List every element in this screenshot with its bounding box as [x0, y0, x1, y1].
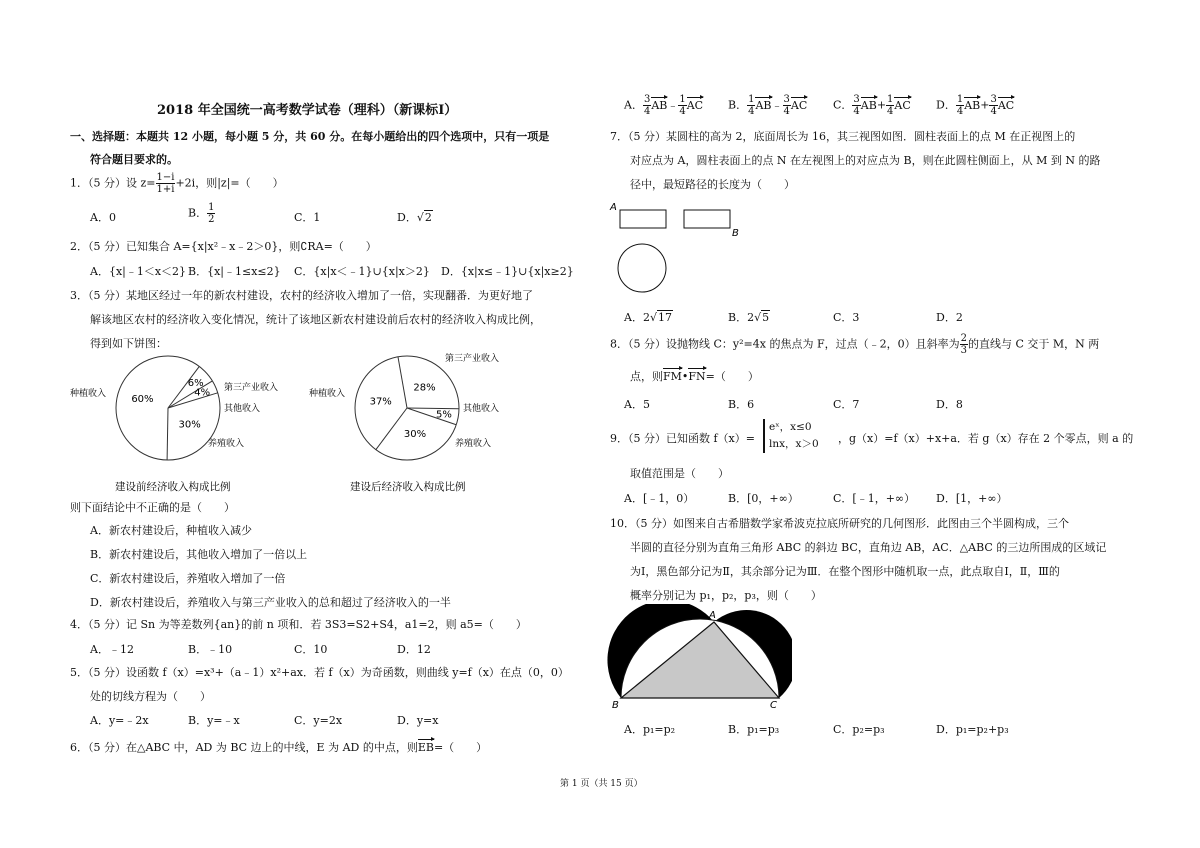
question-3-line2: 解该地区农村的经济收入变化情况，统计了该地区新农村建设前后农村的经济收入构成比例，	[90, 313, 541, 326]
q8-option-a[interactable]: A．5	[624, 398, 650, 411]
question-5-line1: 5．（5 分）设函数 f（x）=x³+（a﹣1）x²+ax．若 f（x）为奇函数，则曲线 y=f（x）在点（0，0）	[70, 666, 569, 679]
pie-charts	[60, 352, 520, 500]
section-heading-cont: 符合题目要求的。	[90, 153, 178, 166]
q3-option-b[interactable]: B．新农村建设后，其他收入增加了一倍以上	[90, 548, 308, 561]
q5-option-a[interactable]: A．y=﹣2x	[90, 714, 149, 727]
q1-option-a[interactable]: A．0	[90, 211, 116, 224]
q7-option-d[interactable]: D．2	[936, 311, 963, 324]
question-9-stem-cont: ，g（x）=f（x）+x+a．若 g（x）存在 2 个零点，则 a 的	[838, 432, 1134, 445]
page-title: 2018 年全国统一高考数学试卷（理科）（新课标Ⅰ）	[157, 103, 458, 118]
q6-option-b[interactable]: B． $\frac{1}{4}$ AB﹣ $\frac{3}{4}$ AC	[728, 94, 808, 117]
q2-option-a[interactable]: A．{x|﹣1＜x＜2}	[90, 265, 187, 278]
pie-category-label: 其他收入	[463, 404, 500, 414]
front-view-rect	[620, 210, 666, 228]
pie-title: 建设前经济收入构成比例	[115, 481, 231, 493]
q5-option-c[interactable]: C．y=2x	[294, 714, 343, 727]
q3-option-c[interactable]: C．新农村建设后，养殖收入增加了一倍	[90, 572, 286, 585]
label-a: A	[610, 202, 617, 213]
q10-option-a[interactable]: A．p₁=p₂	[624, 723, 676, 736]
top-view-circle	[618, 244, 666, 292]
pie-title: 建设后经济收入构成比例	[350, 481, 466, 493]
q3-option-d[interactable]: D．新农村建设后，养殖收入与第三产业收入的总和超过了经济收入的一半	[90, 596, 451, 609]
q7-option-c[interactable]: C．3	[833, 311, 860, 324]
pie-category-label: 种植收入	[70, 389, 107, 399]
q2-option-b[interactable]: B．{x|﹣1≤x≤2}	[188, 265, 281, 278]
q1-option-b[interactable]: B． $\frac{1}{2}$	[188, 202, 215, 225]
pie-percent-label: 30%	[403, 428, 427, 440]
q1-option-c[interactable]: C．1	[294, 211, 321, 224]
q9-option-a[interactable]: A．[﹣1，0）	[624, 492, 695, 505]
q7-option-b[interactable]: B．2√5	[728, 311, 770, 324]
piecewise-brace: eˣ，x≤0 lnx，x＞0	[763, 419, 819, 453]
pie-category-label: 养殖收入	[455, 439, 492, 449]
hippocrates-lune-figure	[606, 604, 792, 712]
three-view-diagram	[606, 198, 746, 296]
question-1-stem: 1．（5 分）设 z= $\frac{1-i}{1+i}$ +2i，则|z|=（ ）	[70, 172, 284, 195]
q6-option-c[interactable]: C． $\frac{3}{4}$ AB+ $\frac{1}{4}$ AC	[833, 94, 911, 117]
question-9-stem: 9．（5 分）已知函数 f（x）=	[610, 432, 755, 445]
question-3-line1: 3．（5 分）某地区经过一年的新农村建设，农村的经济收入增加了一倍，实现翻番．为更好地了	[70, 289, 533, 302]
question-3-line3: 得到如下饼图：	[90, 337, 167, 350]
page-footer: 第 1 页（共 15 页）	[560, 779, 643, 789]
q4-option-a[interactable]: A．﹣12	[90, 643, 134, 656]
question-7-line3: 径中，最短路径的长度为（ ）	[630, 178, 795, 191]
pie-percent-label: 6%	[187, 377, 204, 389]
q6-option-a[interactable]: A． $\frac{3}{4}$ AB﹣ $\frac{1}{4}$ AC	[624, 94, 704, 117]
q2-option-c[interactable]: C．{x|x＜﹣1}∪{x|x＞2}	[294, 265, 430, 278]
question-6-stem: 6．（5 分）在△ABC 中，AD 为 BC 边上的中线，E 为 AD 的中点，则EB=（ ）	[70, 741, 488, 754]
q4-option-d[interactable]: D．12	[397, 643, 431, 656]
question-5-line2: 处的切线方程为（ ）	[90, 690, 211, 703]
q5-option-b[interactable]: B．y=﹣x	[188, 714, 240, 727]
q10-option-d[interactable]: D．p₁=p₂+p₃	[936, 723, 1009, 736]
q4-option-b[interactable]: B．﹣10	[188, 643, 233, 656]
q2-option-d[interactable]: D．{x|x≤﹣1}∪{x|x≥2}	[441, 265, 574, 278]
question-7-line2: 对应点为 A，圆柱表面上的点 N 在左视图上的对应点为 B，则在此圆柱侧面上，从 M 到 N 的路	[630, 154, 1101, 167]
pie-category-label: 其他收入	[224, 404, 261, 414]
label-b: B	[732, 228, 739, 239]
question-8-line2: 点，则FM•FN=（ ）	[630, 370, 759, 383]
q6-option-d[interactable]: D． $\frac{1}{4}$ AB+ $\frac{3}{4}$ AC	[936, 94, 1015, 117]
vector-eb: EB	[417, 741, 434, 754]
label-b: B	[612, 700, 619, 711]
q3-option-a[interactable]: A．新农村建设后，种植收入减少	[90, 524, 252, 537]
q10-option-c[interactable]: C．p₂=p₃	[833, 723, 885, 736]
pie-category-label: 种植收入	[309, 389, 346, 399]
q8-option-b[interactable]: B．6	[728, 398, 755, 411]
section-heading: 一、选择题：本题共 12 小题，每小题 5 分，共 60 分。在每小题给出的四个选项中，只有一项是	[70, 130, 550, 143]
label-c: C	[770, 700, 777, 711]
pie-category-label: 第三产业收入	[445, 354, 500, 364]
label-a: A	[709, 610, 716, 621]
q1-option-d[interactable]: D．√2	[397, 211, 432, 224]
pie-percent-label: 30%	[178, 419, 201, 431]
question-7-line1: 7．（5 分）某圆柱的高为 2，底面周长为 16，其三视图如图．圆柱表面上的点 M 在正视图上的	[610, 130, 1076, 143]
q4-option-c[interactable]: C．10	[294, 643, 328, 656]
question-10-line3: 为Ⅰ，黑色部分记为Ⅱ，其余部分记为Ⅲ．在整个图形中随机取一点，此点取自Ⅰ，Ⅱ，Ⅲ的	[630, 565, 1060, 578]
pie-percent-label: 60%	[131, 394, 154, 406]
pie-percent-label: 37%	[369, 396, 392, 408]
q9-option-b[interactable]: B．[0，+∞）	[728, 492, 799, 505]
q5-option-d[interactable]: D．y=x	[397, 714, 439, 727]
pie-percent-label: 28%	[413, 382, 436, 394]
q9-option-c[interactable]: C．[﹣1，+∞）	[833, 492, 916, 505]
q9-option-d[interactable]: D．[1，+∞）	[936, 492, 1008, 505]
question-10-line1: 10．（5 分）如图来自古希腊数学家希波克拉底所研究的几何图形．此图由三个半圆构成，三个	[610, 517, 1069, 530]
side-view-rect	[684, 210, 730, 228]
question-4-stem: 4．（5 分）记 Sn 为等差数列{an}的前 n 项和．若 3S3=S2+S4，a1=2，则 a5=（ ）	[70, 618, 527, 631]
q8-option-c[interactable]: C．7	[833, 398, 860, 411]
pie-percent-label: 4%	[194, 387, 211, 399]
question-10-line2: 半圆的直径分别为直角三角形 ABC 的斜边 BC，直角边 AB，AC．△ABC 的三边所围成的区域记	[630, 541, 1107, 554]
q8-option-d[interactable]: D．8	[936, 398, 963, 411]
pie-category-label: 养殖收入	[208, 439, 245, 449]
question-3-ask: 则下面结论中不正确的是（ ）	[70, 501, 235, 514]
question-10-line4: 概率分别记为 p₁，p₂，p₃，则（ ）	[630, 589, 822, 602]
question-9-line2: 取值范围是（ ）	[630, 467, 729, 480]
question-8-line1: 8．（5 分）设抛物线 C：y²=4x 的焦点为 F，过点（﹣2，0）且斜率为 $\frac{2}{3}$ 的直线与 C 交于 M，N 两	[610, 333, 1100, 356]
q10-option-b[interactable]: B．p₁=p₃	[728, 723, 780, 736]
question-2-stem: 2．（5 分）已知集合 A={x|x²﹣x﹣2＞0}，则∁RA=（ ）	[70, 240, 377, 253]
pie-category-label: 第三产业收入	[224, 383, 279, 393]
pie-percent-label: 5%	[435, 409, 452, 421]
q7-option-a[interactable]: A．2√17	[624, 311, 672, 324]
